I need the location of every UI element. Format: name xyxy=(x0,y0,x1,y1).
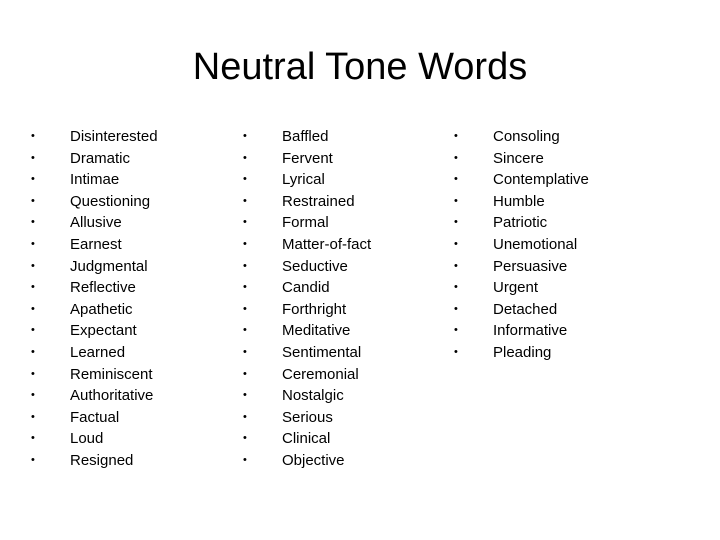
list-item xyxy=(454,148,664,170)
list-item xyxy=(243,256,443,278)
bullet-icon: • xyxy=(31,345,35,358)
list-item xyxy=(31,256,231,278)
list-item xyxy=(243,234,443,256)
tone-word: Authoritative xyxy=(70,387,154,405)
tone-word: Candid xyxy=(282,279,330,297)
list-item xyxy=(243,169,443,191)
list-item xyxy=(454,191,664,213)
bullet-icon: • xyxy=(31,151,35,164)
bullet-icon: • xyxy=(454,345,458,358)
list-item xyxy=(243,212,443,234)
list-item xyxy=(31,364,231,386)
list-item xyxy=(243,148,443,170)
tone-word: Fervent xyxy=(282,149,333,167)
bullet-icon: • xyxy=(31,410,35,423)
tone-word: Resigned xyxy=(70,451,134,469)
tone-word: Serious xyxy=(282,408,333,426)
list-item xyxy=(454,299,664,321)
list-item xyxy=(31,191,231,213)
bullet-icon: • xyxy=(243,173,247,186)
list-item xyxy=(243,126,443,148)
list-item xyxy=(31,212,231,234)
list-item xyxy=(31,299,231,321)
bullet-icon: • xyxy=(454,237,458,250)
list-item xyxy=(454,212,664,234)
list-item xyxy=(243,407,443,429)
tone-word: Allusive xyxy=(70,214,122,232)
tone-word: Factual xyxy=(70,408,120,426)
bullet-icon: • xyxy=(31,173,35,186)
list-item xyxy=(31,407,231,429)
tone-word: Learned xyxy=(70,343,126,361)
bullet-icon: • xyxy=(454,194,458,207)
bullet-icon: • xyxy=(454,324,458,337)
list-item xyxy=(243,191,443,213)
list-item xyxy=(31,148,231,170)
list-item xyxy=(31,385,231,407)
bullet-icon: • xyxy=(454,259,458,272)
tone-word: Meditative xyxy=(282,322,351,340)
list-item xyxy=(243,428,443,450)
list-item xyxy=(454,126,664,148)
bullet-icon: • xyxy=(31,259,35,272)
bullet-icon: • xyxy=(243,367,247,380)
bullet-icon: • xyxy=(243,130,247,142)
bullet-icon: • xyxy=(243,389,247,402)
bullet-icon: • xyxy=(454,151,458,164)
tone-word: Informative xyxy=(493,322,568,340)
bullet-icon: • xyxy=(243,194,247,207)
bullet-icon: • xyxy=(454,173,458,186)
bullet-icon: • xyxy=(454,216,458,229)
list-item xyxy=(243,385,443,407)
bullet-icon: • xyxy=(243,151,247,164)
word-list-column-2 xyxy=(243,126,443,472)
tone-word: Forthright xyxy=(282,300,347,318)
bullet-icon: • xyxy=(31,453,35,466)
tone-word: Patriotic xyxy=(493,214,548,232)
list-item xyxy=(243,364,443,386)
tone-word: Judgmental xyxy=(70,257,148,275)
tone-word: Intimae xyxy=(70,171,120,189)
list-item xyxy=(31,320,231,342)
bullet-icon: • xyxy=(243,302,247,315)
tone-word: Reminiscent xyxy=(70,365,153,383)
bullet-icon: • xyxy=(243,259,247,272)
bullet-icon: • xyxy=(31,130,35,142)
tone-word: Restrained xyxy=(282,192,355,210)
tone-word: Seductive xyxy=(282,257,348,275)
list-item xyxy=(31,342,231,364)
tone-word: Disinterested xyxy=(70,128,158,145)
tone-word: Reflective xyxy=(70,279,136,297)
list-item xyxy=(243,450,443,472)
tone-word: Pleading xyxy=(493,343,552,361)
bullet-icon: • xyxy=(243,324,247,337)
tone-word: Consoling xyxy=(493,128,560,145)
bullet-icon: • xyxy=(31,367,35,380)
tone-word: Matter-of-fact xyxy=(282,235,372,253)
bullet-icon: • xyxy=(31,432,35,445)
list-item xyxy=(31,277,231,299)
tone-word: Ceremonial xyxy=(282,365,359,383)
tone-word: Clinical xyxy=(282,430,331,448)
word-list-column-1 xyxy=(31,126,231,472)
tone-word: Urgent xyxy=(493,279,539,297)
list-item xyxy=(243,277,443,299)
bullet-icon: • xyxy=(243,216,247,229)
list-item xyxy=(454,234,664,256)
bullet-icon: • xyxy=(243,432,247,445)
list-item xyxy=(454,169,664,191)
tone-word: Earnest xyxy=(70,235,122,253)
tone-word: Contemplative xyxy=(493,171,589,189)
list-item xyxy=(243,299,443,321)
tone-word: Detached xyxy=(493,300,558,318)
slide-title: Neutral Tone Words xyxy=(192,46,528,88)
list-item xyxy=(243,320,443,342)
tone-word: Formal xyxy=(282,214,329,232)
bullet-icon: • xyxy=(454,302,458,315)
list-item xyxy=(31,428,231,450)
bullet-icon: • xyxy=(243,281,247,294)
bullet-icon: • xyxy=(243,345,247,358)
tone-word: Nostalgic xyxy=(282,387,344,405)
tone-word: Expectant xyxy=(70,322,137,340)
list-item xyxy=(243,342,443,364)
tone-word: Loud xyxy=(70,430,104,448)
list-item xyxy=(454,256,664,278)
bullet-icon: • xyxy=(31,324,35,337)
bullet-icon: • xyxy=(243,237,247,250)
list-item xyxy=(454,277,664,299)
tone-word: Baffled xyxy=(282,128,329,145)
tone-word: Sentimental xyxy=(282,343,362,361)
list-item xyxy=(31,450,231,472)
bullet-icon: • xyxy=(454,281,458,294)
bullet-icon: • xyxy=(31,237,35,250)
word-list-column-3 xyxy=(454,126,664,364)
tone-word: Apathetic xyxy=(70,300,133,318)
list-item xyxy=(31,234,231,256)
tone-word: Questioning xyxy=(70,192,151,210)
bullet-icon: • xyxy=(31,216,35,229)
tone-word: Lyrical xyxy=(282,171,325,189)
bullet-icon: • xyxy=(31,281,35,294)
bullet-icon: • xyxy=(31,194,35,207)
bullet-icon: • xyxy=(31,302,35,315)
tone-word: Dramatic xyxy=(70,149,131,167)
list-item xyxy=(454,320,664,342)
tone-word: Sincere xyxy=(493,149,544,167)
bullet-icon: • xyxy=(243,410,247,423)
tone-word: Humble xyxy=(493,192,545,210)
bullet-icon: • xyxy=(243,453,247,466)
list-item xyxy=(31,169,231,191)
tone-word: Unemotional xyxy=(493,235,578,253)
bullet-icon: • xyxy=(454,130,458,142)
list-item xyxy=(31,126,231,148)
tone-word: Objective xyxy=(282,451,345,469)
tone-word: Persuasive xyxy=(493,257,568,275)
bullet-icon: • xyxy=(31,389,35,402)
list-item xyxy=(454,342,664,364)
